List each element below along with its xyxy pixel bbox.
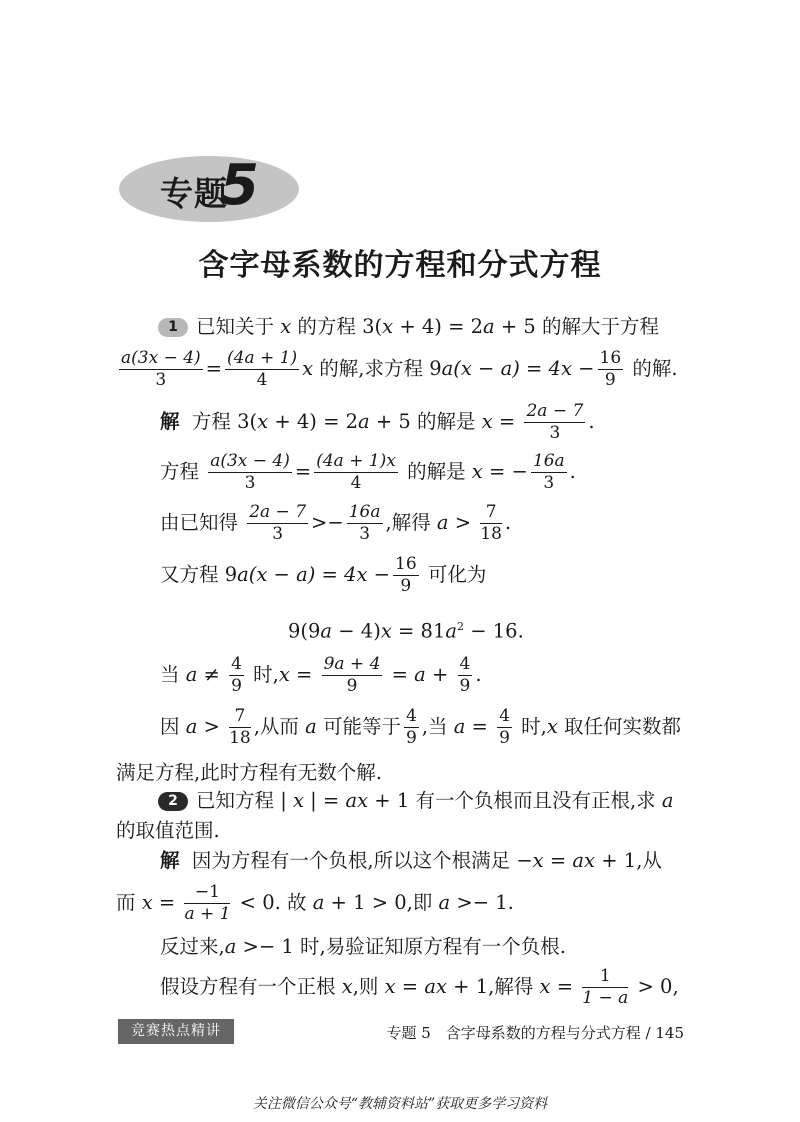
fraction: $\frac{(4a + 1)}{4}$ (227, 348, 298, 390)
fraction: $\frac{7}{18}$ (229, 706, 251, 748)
problem-1-line-2: $\frac{a(3x - 4)}{3}$ = $\frac{(4a + 1)}{4}$ x 的解,求方程 9a(x − a) = 4x − $\frac{16}{9}$ 的解. (121, 348, 678, 390)
fraction: $\frac{16a}{3}$ (532, 451, 565, 493)
fraction: $\frac{16a}{3}$ (348, 502, 381, 544)
solution-1-line-6: 当 a ≠ $\frac{4}{9}$ 时,x = $\frac{9a + 4}{9}$ = a + $\frac{4}{9}$ . (160, 654, 482, 696)
fraction: $\frac{(4a + 1)x}{4}$ (316, 451, 396, 493)
problem-2-line-2: 的取值范围. (116, 819, 220, 842)
solution-1-equation: $9(9a - 4)x = 81a^2 - 16$. (288, 619, 524, 643)
solution-2-line-4: 假设方程有一个正根 x,则 x = ax + 1,解得 x = $\frac{1}{1 - a}$ > 0, (160, 966, 679, 1008)
problem-1-line-1: 1 已知关于 x 的方程 3(x + 4) = 2a + 5 的解大于方程 (158, 312, 659, 342)
fraction: $\frac{9a + 4}{9}$ (323, 654, 381, 696)
solution-2-line-3: 反过来,a >− 1 时,易验证知原方程有一个负根. (160, 935, 566, 958)
solution-label: 解 (160, 410, 180, 433)
fraction: $\frac{4}{9}$ (459, 654, 471, 696)
solution-label: 解 (160, 849, 180, 872)
page-number: 145 (655, 1024, 684, 1042)
running-title: 专题 5 含字母系数的方程与分式方程 / (386, 1024, 656, 1042)
watermark-note: 关注微信公众号“教辅资料站”获取更多学习资料 (252, 1096, 548, 1112)
solution-1-line-2: 方程 $\frac{a(3x - 4)}{3}$ = $\frac{(4a + 1)x}{4}$ 的解是 x = − $\frac{16a}{3}$ . (160, 451, 576, 493)
fraction: $\frac{-1}{a + 1}$ (184, 882, 231, 924)
fraction: $\frac{a(3x - 4)}{3}$ (210, 451, 290, 493)
problem-number-badge: 1 (158, 318, 188, 337)
fraction: $\frac{7}{18}$ (480, 502, 502, 544)
problem-number-badge: 2 (158, 792, 188, 811)
fraction: $\frac{16}{9}$ (599, 348, 622, 390)
fraction: $\frac{2a - 7}{3}$ (526, 401, 584, 443)
chapter-label: 专题 (160, 174, 228, 213)
solution-1-line-8: 满足方程,此时方程有无数个解. (116, 761, 382, 784)
chapter-number: 5 (220, 153, 259, 218)
solution-1-line-4: 又方程 9a(x − a) = 4x − $\frac{16}{9}$ 可化为 (160, 554, 487, 596)
page-title: 含字母系数的方程和分式方程 (198, 248, 602, 283)
solution-1-line-7: 因 a > $\frac{7}{18}$ ,从而 a 可能等于 $\frac{4}{9}$ ,当 a = $\frac{4}{9}$ 时,x 取任何实数都 (160, 706, 682, 748)
fraction: $\frac{1}{1 - a}$ (582, 966, 629, 1008)
solution-2-line-2: 而 x = $\frac{-1}{a + 1}$ < 0. 故 a + 1 > 0,即 a >− 1. (116, 882, 514, 924)
fraction: $\frac{2a - 7}{3}$ (249, 502, 307, 544)
fraction: $\frac{a(3x - 4)}{3}$ (121, 348, 201, 390)
solution-1-line-3: 由已知得 $\frac{2a - 7}{3}$ >− $\frac{16a}{3}$ ,解得 a > $\frac{7}{18}$ . (160, 502, 512, 544)
problem-2-line-1: 2 已知方程 | x | = ax + 1 有一个负根而且没有正根,求 a (158, 786, 674, 816)
fraction: $\frac{16}{9}$ (395, 554, 417, 596)
fraction: $\frac{4}{9}$ (231, 654, 242, 696)
solution-1-line-1: 解 方程 3(x + 4) = 2a + 5 的解是 x = $\frac{2a - 7}{3}$ . (160, 401, 595, 443)
running-header (386, 1022, 684, 1043)
fraction: $\frac{4}{9}$ (499, 706, 510, 748)
solution-2-line-1: 解 因为方程有一个负根,所以这个根满足 −x = ax + 1,从 (160, 849, 662, 872)
fraction: $\frac{4}{9}$ (405, 706, 417, 748)
series-tag: 竞赛热点精讲 (118, 1019, 234, 1044)
